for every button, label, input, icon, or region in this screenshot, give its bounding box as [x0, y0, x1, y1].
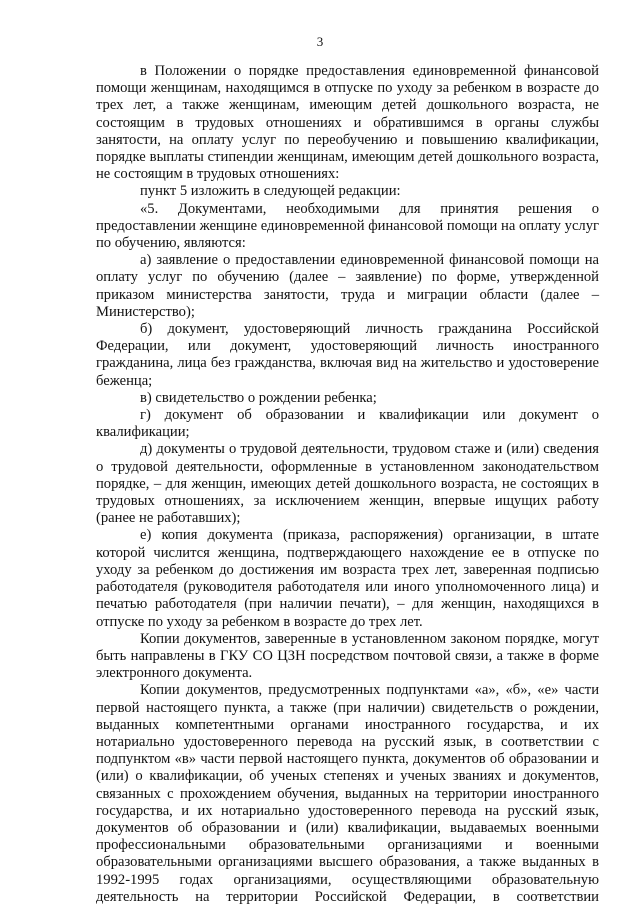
paragraph-item-e: е) копия документа (приказа, распоряжения) организации, в штате которой числится женщина, подтверждающего нахождение ее в отпуске по уходу за ребенком до достижения им возраста трех лет, заверенная подписью работодателя (руководителя работодателя или иного уполномоченного лица) и печатью работодателя (при наличии печати), – для женщин, находящихся в отпуске по уходу за ребенком в возрасте до трех лет.: [96, 527, 599, 630]
paragraph-point-5: пункт 5 изложить в следующей редакции:: [140, 183, 401, 200]
paragraph-item-g: г) документ об образовании и квалификации или документ о квалификации;: [96, 407, 599, 441]
paragraph-copies-listed: Копии документов, предусмотренных подпунктами «а», «б», «е» части первой настоящего пункта, а также (при наличии) свидетельств о рождении, выданных компетентными органами иностранного государства, и их нотариально удостоверенного перевода на русский язык, в соответствии с подпунктом «в» части первой настоящего пункта, документов об образовании и (или) о квалификации, об ученых степенях и ученых званиях и документов, связанных с прохождением обучения, выданных на территории иностранного государства, и их нотариально удостоверенного перевода на русский язык, документов об образовании и (или) квалификации, выдаваемых военными профессиональными образовательными организациями и военными образовательными организациями высшего образования, а также выданных в 1992-1995 годах организациями, осуществляющими образовательную деятельность на территории Российской Федерации, в соответствии: [96, 682, 599, 905]
paragraph-item-a: а) заявление о предоставлении единовременной финансовой помощи на оплату услуг по обучению (далее – заявление) по форме, утвержденной приказом министерства занятости, труда и миграции области (далее – Министерство);: [96, 252, 599, 320]
paragraph-item-b: б) документ, удостоверяющий личность гражданина Российской Федерации, или документ, удостоверяющий личность иностранного гражданина, лица без гражданства, включая вид на жительство и удостоверение беженца;: [96, 321, 599, 389]
paragraph-intro: в Положении о порядке предоставления единовременной финансовой помощи женщинам, находящимся в отпуске по уходу за ребенком в возрасте до трех лет, а также женщинам, имеющим детей дошкольного возраста, не состоящим в трудовых отношениях и обратившимся в органы службы занятости, на оплату услуг по переобучению и повышению квалификации, порядке выплаты стипендии женщинам, имеющим детей дошкольного возраста, не состоящим в трудовых отношениях:: [96, 63, 599, 183]
paragraph-documents-required: «5. Документами, необходимыми для принятия решения о предоставлении женщине единовременной финансовой помощи на оплату услуг по обучению, являются:: [96, 200, 599, 252]
paragraph-copies-mail: Копии документов, заверенные в установленном законом порядке, могут быть направлены в ГКУ СО ЦЗН посредством почтовой связи, а также в форме электронного документа.: [96, 630, 599, 682]
paragraph-item-v: в) свидетельство о рождении ребенка;: [140, 389, 377, 406]
document-body: [96, 63, 599, 906]
page-number: 3: [316, 34, 324, 49]
paragraph-item-d: д) документы о трудовой деятельности, трудовом стаже и (или) сведения о трудовой деятельности, оформленные в установленном законодательством порядке, – для женщин, имеющих детей дошкольного возраста, не состоящих в трудовых отношениях, за исключением женщин, впервые ищущих работу (ранее не работавших);: [96, 441, 599, 527]
